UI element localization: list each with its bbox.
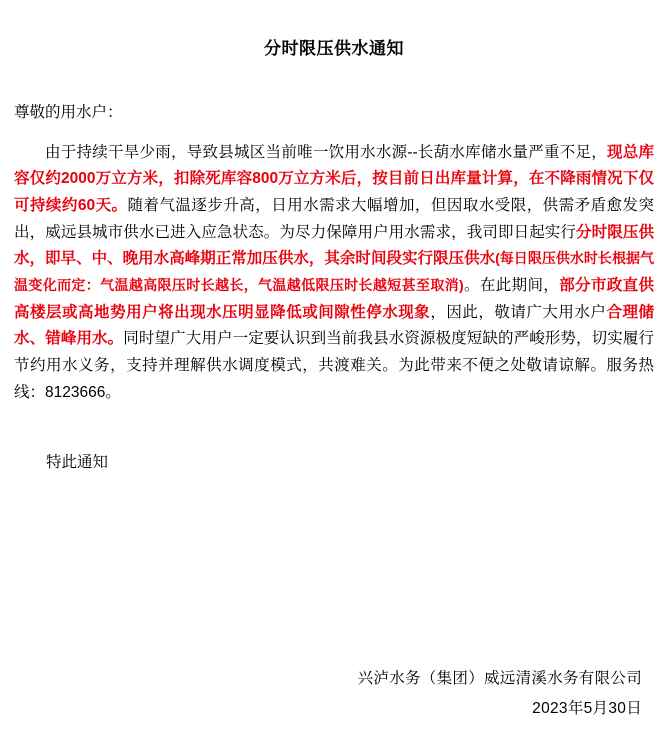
signature-organization: 兴泸水务（集团）威远清溪水务有限公司 <box>357 670 642 688</box>
page-title: 分时限压供水通知 <box>264 39 404 58</box>
paragraph-segment-8: ，因此，敬请广大用水户 <box>430 303 607 321</box>
closing-line: 特此通知 <box>46 454 109 472</box>
signature-block <box>358 664 642 723</box>
paragraph-segment-9-highlight: 合理储水、错峰用水。 <box>14 303 654 348</box>
paragraph-segment-6: 。在此期间， <box>463 277 560 295</box>
paragraph-segment-5-parenthetical: (每日限压供水时长根据气温变化而定：气温越高限压时长越长，气温越低限压时长越短甚至取消) <box>14 250 654 294</box>
paragraph-segment-10: 同时望广大用户一定要认识到当前我县水资源极度短缺的严峻形势，切实履行节约用水义务，支持并理解供水调度模式，共渡难关。为此带来不便之处敬请谅解。服务热线：8123666。 <box>14 330 654 401</box>
paragraph-segment-2-highlight: 现总库容仅约2000万立方米，扣除死库容800万立方米后，按目前日出库量计算，在不降雨情况下仅可持续约60天。 <box>14 143 654 215</box>
paragraph-segment-7-highlight: 部分市政直供高楼层或高地势用户将出现水压明显降低或间隙性停水现象 <box>14 277 654 321</box>
paragraph-segment-4-highlight: 分时限压供水，即早、中、晚用水高峰期正常加压供水，其余时间段实行限压供水 <box>14 223 654 268</box>
paragraph-segment-3: 随着气温逐步升高，日用水需求大幅增加，但因取水受限，供需矛盾愈发突出，威远县城市供水已进入应急状态。为尽力保障用户用水需求，我司即日起实行 <box>14 197 654 241</box>
salutation: 尊敬的用水户： <box>14 104 123 121</box>
signature-date: 2023年5月30日 <box>532 699 642 717</box>
body-paragraph <box>14 140 654 407</box>
paragraph-segment-1: 由于持续干旱少雨，导致县城区当前唯一饮用水水源--长葫水库储水量严重不足， <box>45 143 607 161</box>
